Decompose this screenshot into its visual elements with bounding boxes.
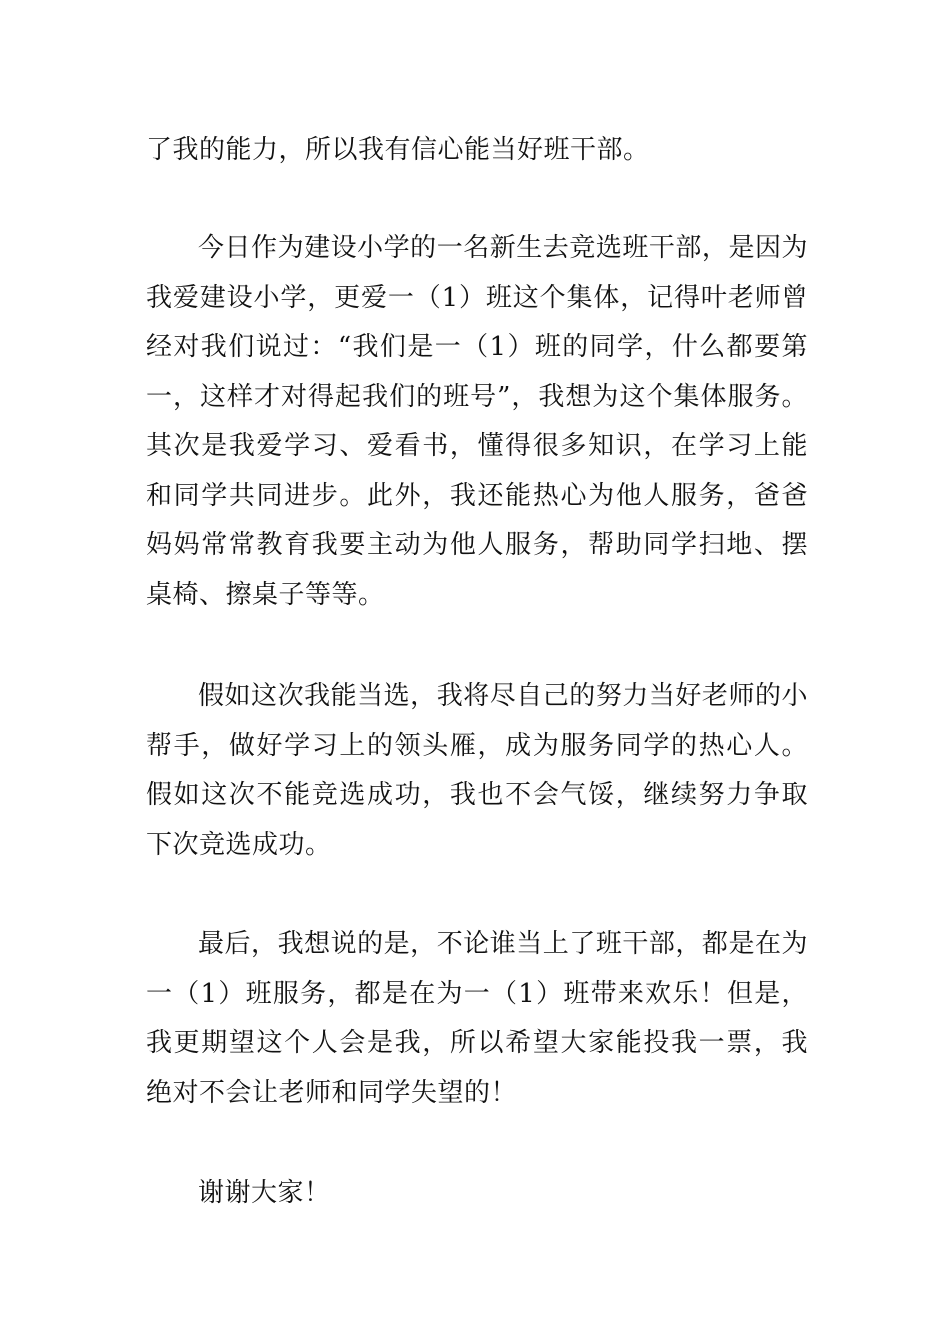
- paragraph-closing: 最后，我想说的是，不论谁当上了班干部，都是在为一（1）班服务，都是在为一（1）班带来欢乐！但是，我更期望这个人会是我，所以希望大家能投我一票，我绝对不会让老师和同学失望的！: [146, 929, 808, 1108]
- paragraph-if-elected: 假如这次我能当选，我将尽自己的努力当好老师的小帮手，做好学习上的领头雁，成为服务同学的热心人。假如这次不能竞选成功，我也不会气馁，继续努力争取下次竞选成功。: [146, 681, 808, 860]
- paragraph-thanks: 谢谢大家！: [198, 1178, 331, 1208]
- paragraph-continuation: 了我的能力，所以我有信心能当好班干部。: [146, 135, 650, 165]
- paragraph-reasons: 今日作为建设小学的一名新生去竞选班干部，是因为我爱建设小学，更爱一（1）班这个集体，记得叶老师曾经对我们说过：“我们是一（1）班的同学，什么都要第一，这样才对得起我们的班号”，我想为这个集体服务。其次是我爱学习、爱看书，懂得很多知识，在学习上能和同学共同进步。此外，我还能热心为他人服务，爸爸妈妈常常教育我要主动为他人服务，帮助同学扫地、摆桌椅、擦桌子等等。: [146, 233, 808, 610]
